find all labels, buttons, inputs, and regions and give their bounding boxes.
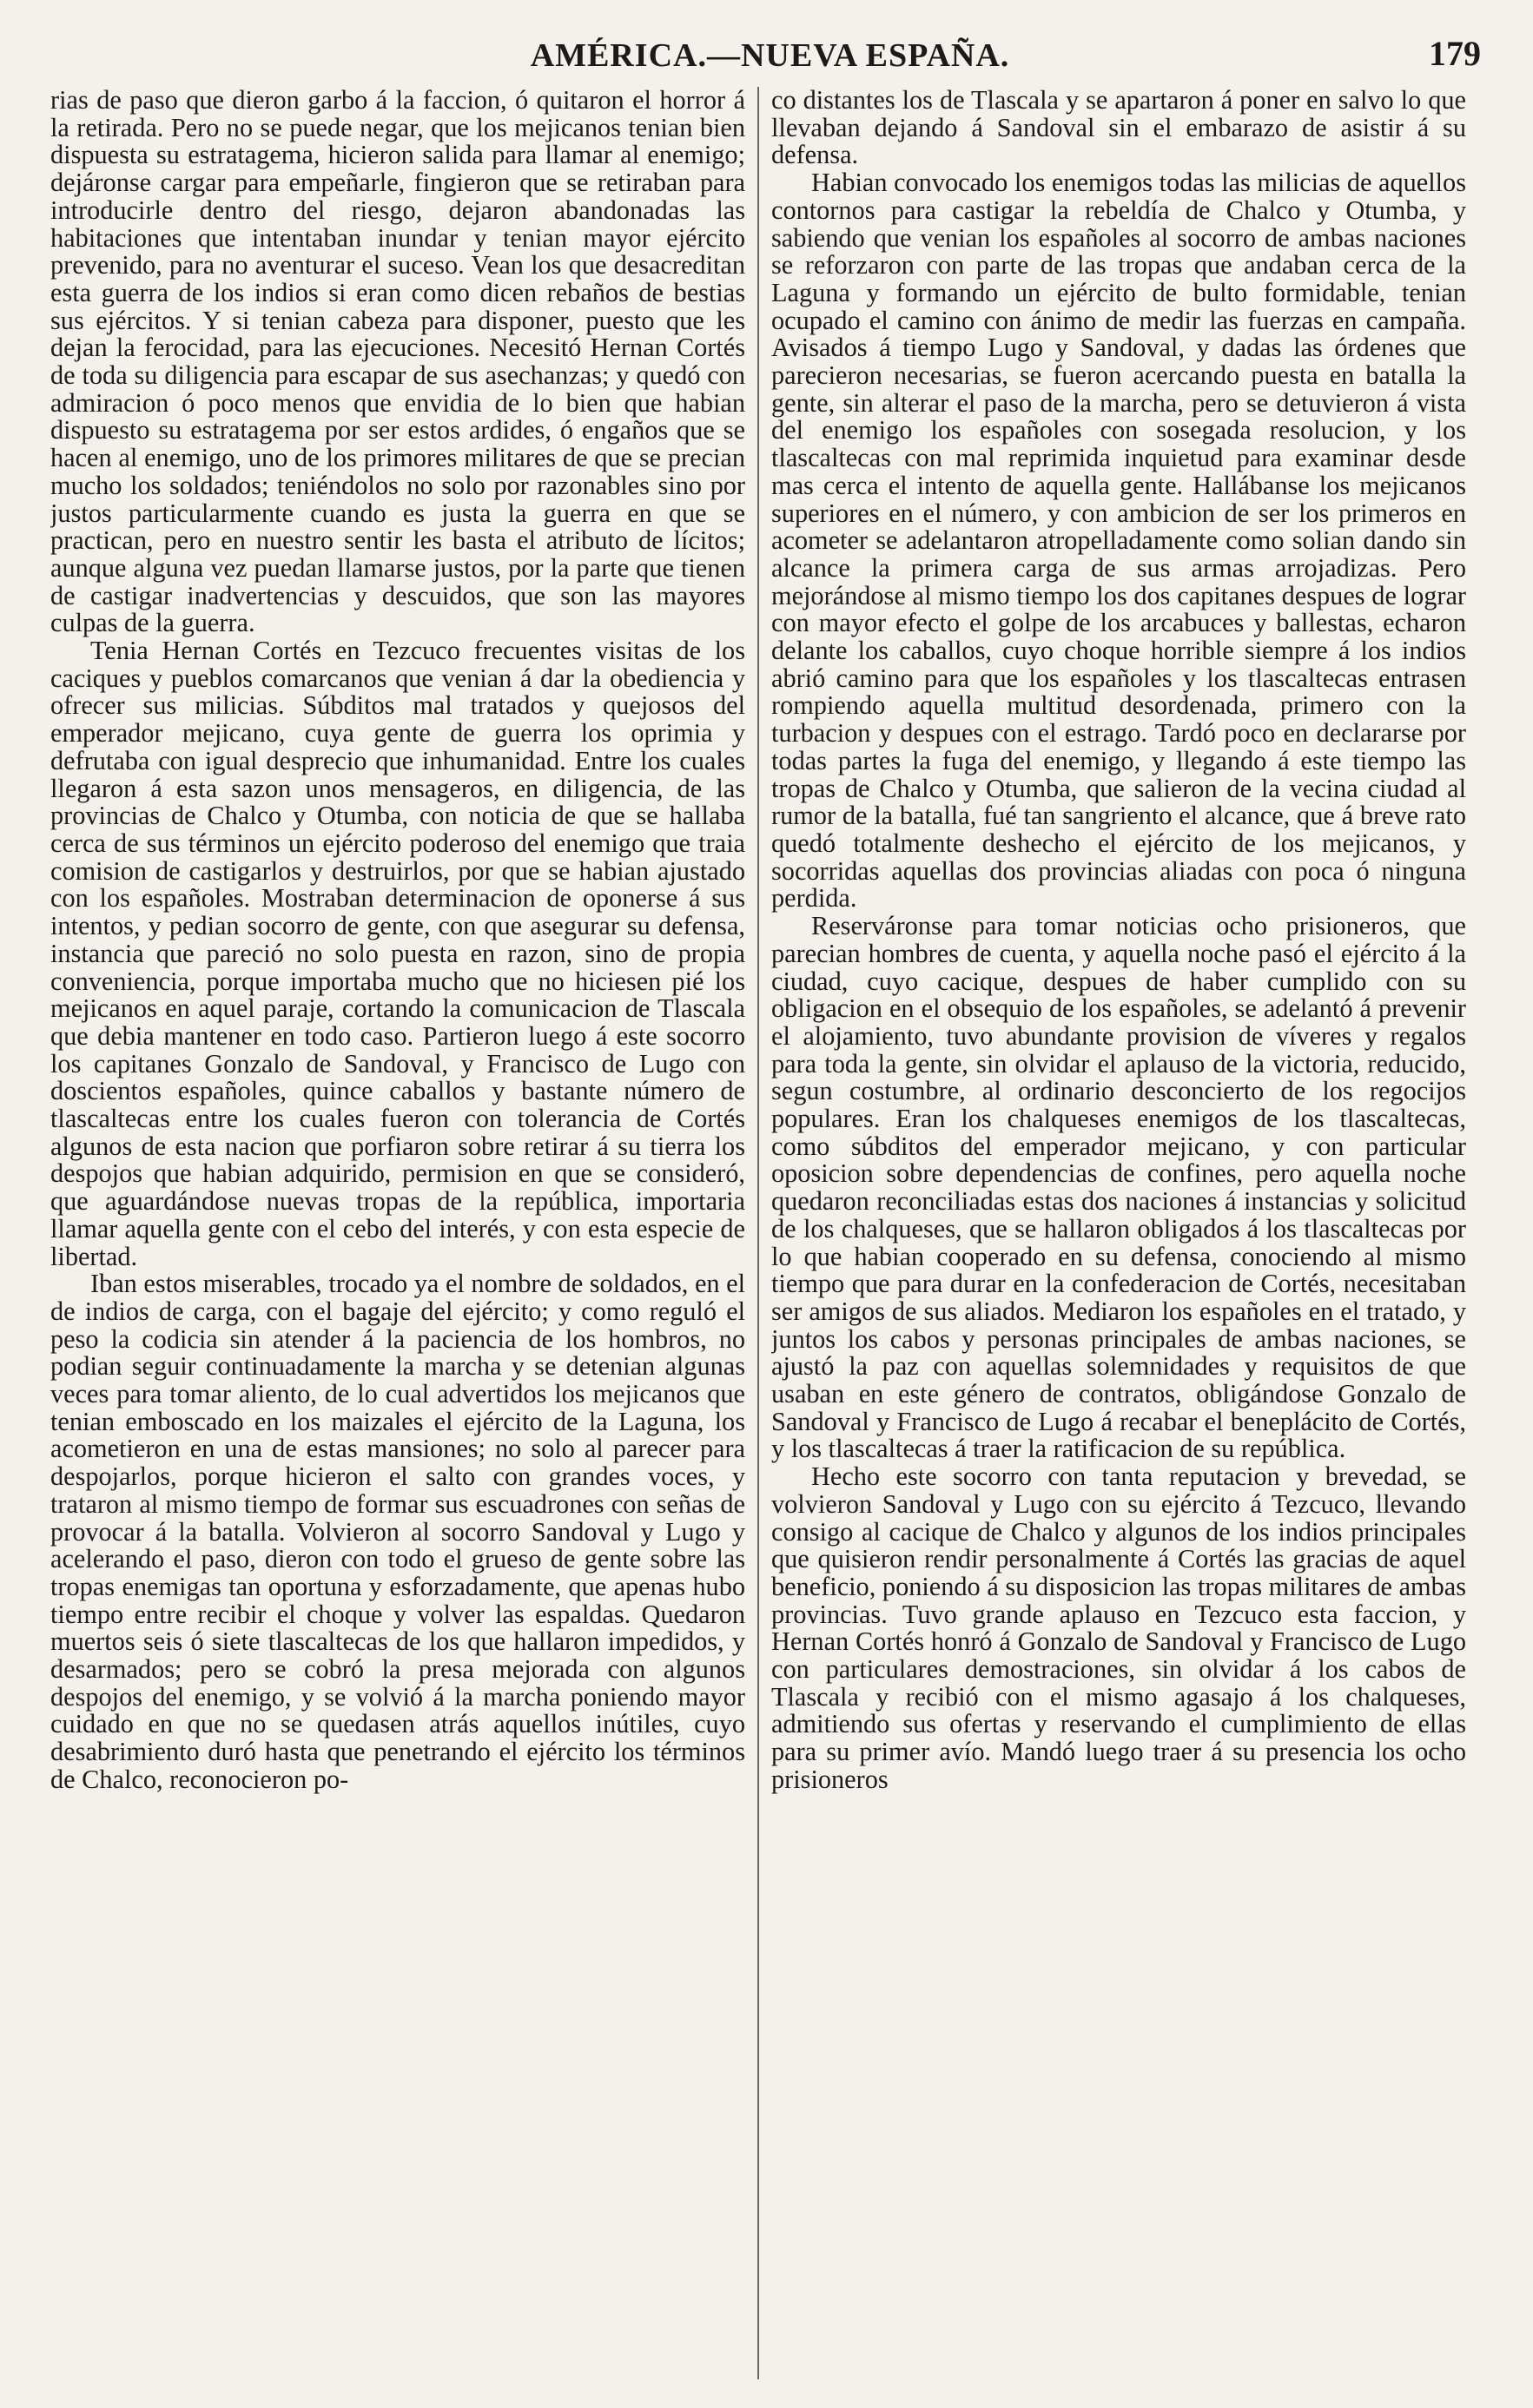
paragraph: Habian convocado los enemigos todas las milicias de aquellos contornos para castigar la rebeldía de Chalco y Otumba, y sabiendo que venian los españoles al socorro de ambas naciones se reforzaron con parte de las tropas que andaban cerca de la Laguna y formando un ejército de bulto formidable, tenian ocupado el camino con ánimo de medir las fuerzas en campaña. Avisados á tiempo Lugo y Sandoval, y dadas las órdenes que parecieron necesarias, se fueron acercando puesta en batalla la gente, sin alterar el paso de la marcha, pero se detuvieron á vista del enemigo los españoles con sosegada resolucion, y los tlascaltecas con mal reprimida inquietud para examinar desde mas cerca el intento de aquella gente. Hallábanse los mejicanos superiores en el número, y con ambicion de ser los primeros en acometer se adelantaron atropelladamente como solian dando sin alcance la primera carga de sus armas arrojadizas. Pero mejorándose al mismo tiempo los dos capitanes despues de lograr con mayor efecto el golpe de los arcabuces y ballestas, echaron delante los caballos, cuyo choque horrible siempre á los indios abrió camino para que los españoles y los tlascaltecas entrasen rompiendo aquella multitud desordenada, primero con la turbacion y despues con el estrago. Tardó poco en declararse por todas partes la fuga del enemigo, y llegando á este tiempo las tropas de Chalco y Otumba, que salieron de la vecina ciudad al rumor de la batalla, fué tan sangriento el alcance, que á breve rato quedó totalmente deshecho el ejército de los mejicanos, y socorridas aquellas dos provincias aliadas con poca ó ninguna perdida. (771, 168, 1466, 914)
right-column (771, 87, 1466, 2379)
left-column (50, 87, 745, 2379)
paragraph: rias de paso que dieron garbo á la faccion, ó quitaron el horror á la retirada. Pero no se puede negar, que los mejicanos tenian bien dispuesta su estratagema, hicieron salida para llamar al enemigo; dejáronse cargar para empeñarle, fingieron que se retiraban para introducirle dentro del riesgo, dejaron abandonadas las habitaciones que intentaban inundar y tenian mayor ejército prevenido, para no aventurar el suceso. Vean los que desacreditan esta guerra de los indios si eran como dicen rebaños de bestias sus ejércitos. Y si tenian cabeza para disponer, puesto que les dejan la ferocidad, para las ejecuciones. Necesitó Hernan Cortés de toda su diligencia para escapar de sus asechanzas; y quedó con admiracion ó poco menos que envidia de lo bien que habian dispuesto su estratagema por ser estos ardides, ó engaños que se hacen al enemigo, uno de los primores militares de que se precian mucho los soldados; teniéndolos no solo por razonables sino por justos particularmente cuando es justa la guerra en que se practican, pero en nuestro sentir les basta el atributo de lícitos; aunque alguna vez puedan llamarse justos, por la parte que tienen de castigar inadvertencias y descuidos, que son las mayores culpas de la guerra. (50, 87, 745, 638)
page-header (52, 33, 1488, 85)
paragraph: Tenia Hernan Cortés en Tezcuco frecuentes visitas de los caciques y pueblos comarcanos que venian á dar la obediencia y ofrecer sus milicias. Súbditos mal tratados y quejosos del emperador mejicano, cuya gente de guerra los oprimia y defrutaba con igual desprecio que inhumanidad. Entre los cuales llegaron á esta sazon unos mensageros, en diligencia, de las provincias de Chalco y Otumba, con noticia de que se hallaba cerca de sus términos un ejército poderoso del enemigo que traia comision de castigarlos y destruirlos, por que se habian ajustado con los españoles. Mostraban determinacion de oponerse á sus intentos, y pedian socorro de gente, con que asegurar su defensa, instancia que pareció no solo puesta en razon, sino de propia conveniencia, porque importaba mucho que no hiciesen pié los mejicanos en aquel paraje, cortando la comunicacion de Tlascala que debia mantener en todo caso. Partieron luego á este socorro los capitanes Gonzalo de Sandoval, y Francisco de Lugo con doscientos españoles, quince caballos y bastante número de tlascaltecas entre los cuales fueron con tolerancia de Cortés algunos de esta nacion que porfiaron sobre retirar á su tierra los despojos que habian adquirido, permision en que se consideró, que aguardándose nuevas tropas de la república, importaria llamar aquella gente con el cebo del interés, y con esta especie de libertad. (50, 636, 745, 1271)
paragraph: co distantes los de Tlascala y se apartaron á poner en salvo lo que llevaban dejando á Sandoval sin el embarazo de asistir á su defensa. (771, 87, 1466, 170)
paragraph: Iban estos miserables, trocado ya el nombre de soldados, en el de indios de carga, con el bagaje del ejército; y como reguló el peso la codicia sin atender á la paciencia de los hombros, no podian seguir continuadamente la marcha y se detenian algunas veces para tomar aliento, de lo cual advertidos los mejicanos que tenian emboscado en los maizales el ejército de la Laguna, los acometieron en una de estas mansiones; no solo al parecer para despojarlos, porque hicieron el salto con grandes voces, y trataron al mismo tiempo de formar sus escuadrones con señas de provocar á la batalla. Volvieron al socorro Sandoval y Lugo y acelerando el paso, dieron con todo el grueso de gente sobre las tropas enemigas tan oportuna y esforzadamente, que apenas hubo tiempo entre recibir el choque y volver las espaldas. Quedaron muertos seis ó siete tlascaltecas de los que hallaron impedidos, y desarmados; pero se cobró la presa mejorada con algunos despojos del enemigo, y se volvió á la marcha poniendo mayor cuidado en que no se quedasen atrás aquellos inútiles, cuyo desabrimiento duró hasta que penetrando el ejército los términos de Chalco, reconocieron po- (50, 1269, 745, 1794)
page-number: 179 (1429, 34, 1481, 73)
paragraph: Hecho este socorro con tanta reputacion y brevedad, se volvieron Sandoval y Lugo con su ejército á Tezcuco, llevando consigo al cacique de Chalco y algunos de los indios principales que quisieron rendir personalmente á Cortés las gracias de aquel beneficio, poniendo á su disposicion las tropas militares de ambas provincias. Tuvo grande aplauso en Tezcuco esta faccion, y Hernan Cortés honró á Gonzalo de Sandoval y Francisco de Lugo con particulares demostraciones, sin olvidar á los cabos de Tlascala y recibió con el mismo agasajo á los chalqueses, admitiendo sus ofertas y reservando el cumplimiento de ellas para su primer avío. Mandó luego traer á su presencia los ocho prisioneros (771, 1461, 1466, 1794)
paragraph: Reserváronse para tomar noticias ocho prisioneros, que parecian hombres de cuenta, y aquella noche pasó el ejército á la ciudad, cuyo cacique, despues de haber cumplido con su obligacion en el obsequio de los españoles, se adelantó á prevenir el alojamiento, tuvo abundante provision de víveres y regalos para toda la gente, sin olvidar el aplauso de la victoria, reducido, segun costumbre, al ordinario desconcierto de los regocijos populares. Eran los chalqueses enemigos de los tlascaltecas, como súbditos del emperador mejicano, y con particular oposicion sobre dependencias de confines, pero aquella noche quedaron reconciliadas estas dos naciones á instancias y solicitud de los chalqueses, que se hallaron obligados á los tlascaltecas por lo que habian cooperado en su defensa, conociendo al mismo tiempo que para durar en la confederacion de Cortés, necesitaban ser amigos de sus aliados. Mediaron los españoles en el tratado, y juntos los cabos y personas principales de ambas naciones, se ajustó la paz con aquellas solemnidades y requisitos de que usaban en este género de contratos, obligándose Gonzalo de Sandoval y Francisco de Lugo á recabar el beneplácito de Cortés, y los tlascaltecas á traer la ratificacion de su república. (771, 911, 1466, 1464)
column-divider (757, 87, 759, 2379)
running-head: AMÉRICA.—NUEVA ESPAÑA. (530, 37, 1010, 74)
